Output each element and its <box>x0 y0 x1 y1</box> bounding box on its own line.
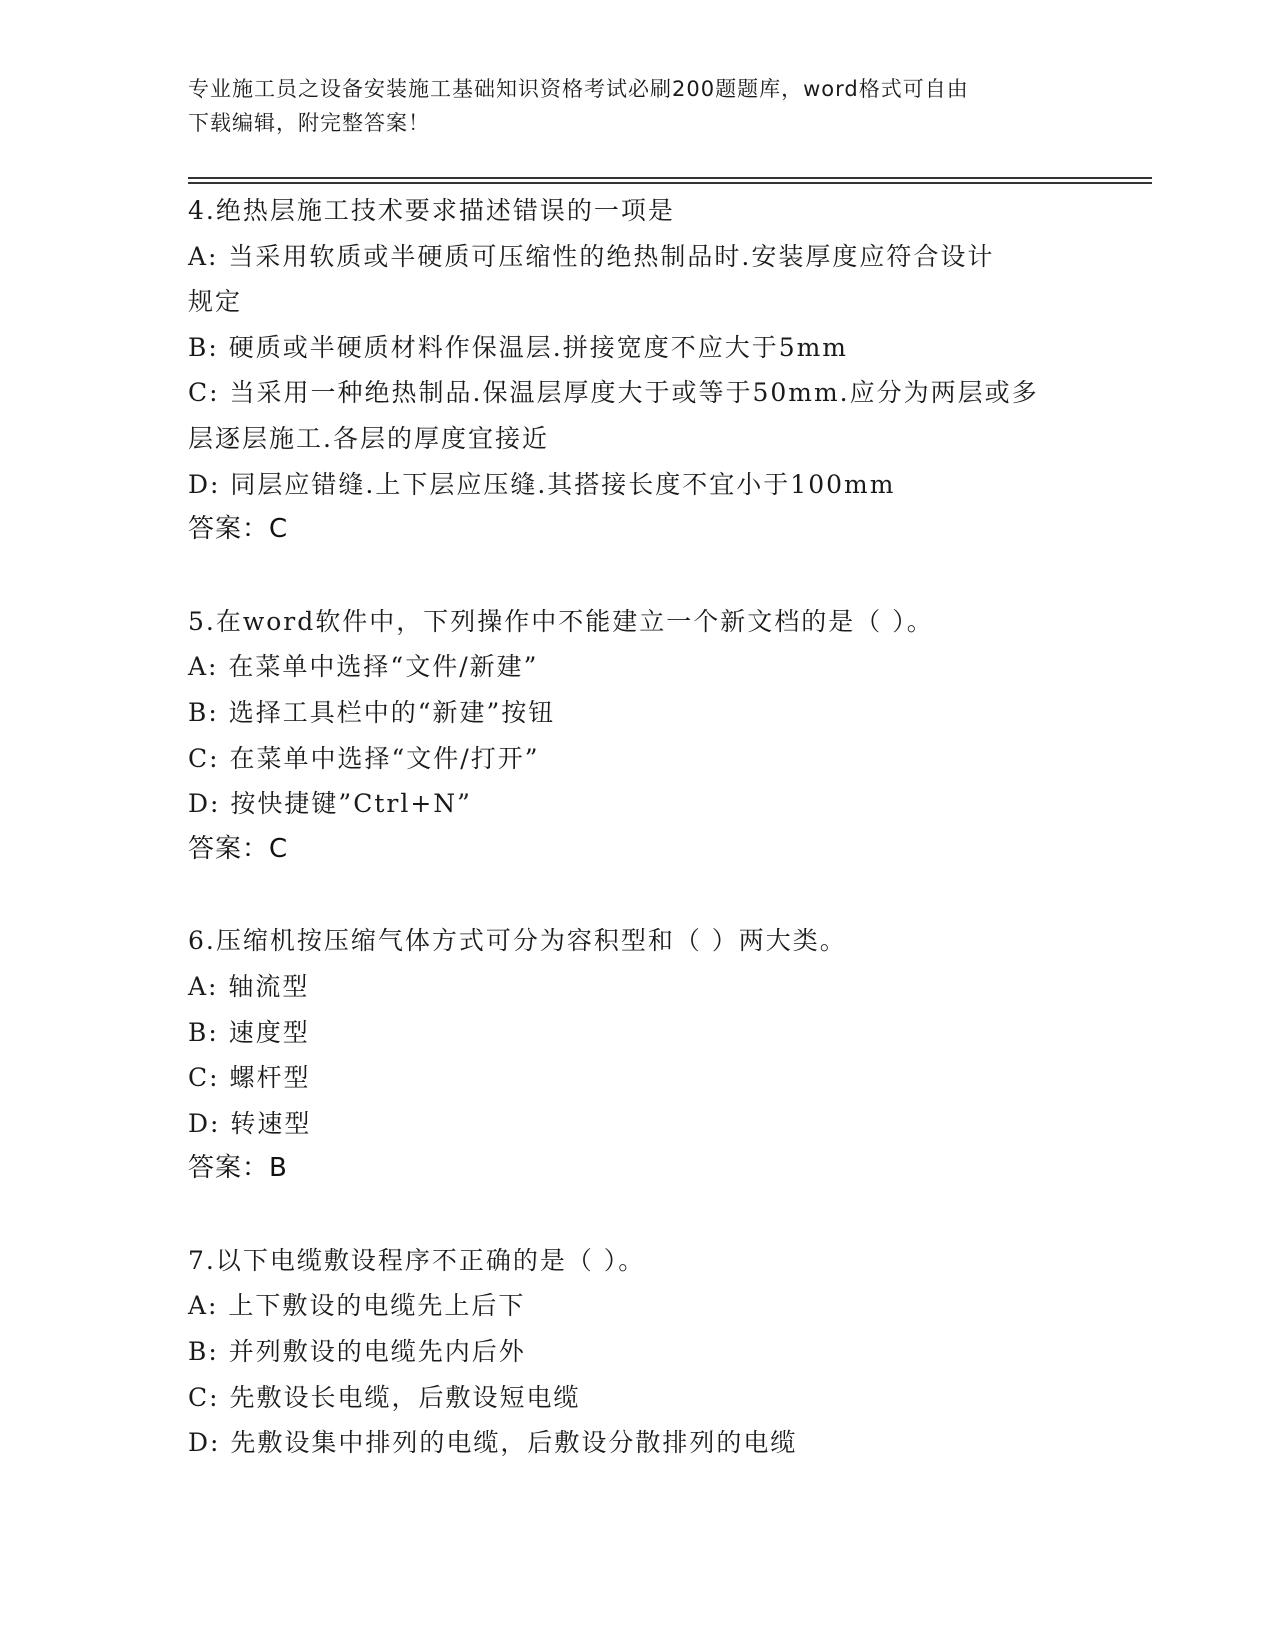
option-a: A: 上下敷设的电缆先上后下 <box>188 1291 526 1321</box>
question-list <box>188 188 1088 1512</box>
question-text: 6.压缩机按压缩气体方式可分为容积型和（ ）两大类。 <box>188 926 847 956</box>
option-c: C: 先敷设长电缆，后敷设短电缆 <box>188 1382 581 1412</box>
option-c-continued: 层逐层施工.各层的厚度宜接近 <box>188 423 549 453</box>
answer-label: 答案：C <box>188 833 289 864</box>
question-6 <box>188 918 1088 1192</box>
option-d: D: 按快捷键”Ctrl+N” <box>188 789 472 819</box>
question-7 <box>188 1238 1088 1466</box>
option-a: A: 轴流型 <box>188 971 310 1001</box>
header-line-1: 专业施工员之设备安装施工基础知识资格考试必刷200题题库，word格式可自由 <box>188 77 969 101</box>
option-c: C: 当采用一种绝热制品.保温层厚度大于或等于50mm.应分为两层或多 <box>188 378 1039 408</box>
question-text: 4.绝热层施工技术要求描述错误的一项是 <box>188 196 675 225</box>
question-text: 7.以下电缆敷设程序不正确的是（ ）。 <box>188 1245 646 1275</box>
header-line-2: 下载编辑，附完整答案！ <box>188 111 430 135</box>
document-header <box>188 72 1068 140</box>
header-divider-bottom <box>188 182 1152 184</box>
question-text: 5.在word软件中，下列操作中不能建立一个新文档的是（ ）。 <box>188 606 934 636</box>
option-b: B: 并列敷设的电缆先内后外 <box>188 1337 526 1367</box>
question-4 <box>188 188 1088 553</box>
answer-label: 答案：C <box>188 514 289 545</box>
option-b: B: 速度型 <box>188 1017 310 1047</box>
option-c: C: 螺杆型 <box>188 1063 311 1093</box>
option-b: B: 硬质或半硬质材料作保温层.拼接宽度不应大于5mm <box>188 332 849 362</box>
option-d: D: 先敷设集中排列的电缆，后敷设分散排列的电缆 <box>188 1428 798 1458</box>
question-5 <box>188 599 1088 873</box>
header-divider-top <box>188 177 1152 179</box>
option-c: C: 在菜单中选择“文件/打开” <box>188 743 540 773</box>
answer-label: 答案：B <box>188 1153 288 1184</box>
option-a: A: 当采用软质或半硬质可压缩性的绝热制品时.安装厚度应符合设计 <box>188 241 995 271</box>
option-b: B: 选择工具栏中的“新建”按钮 <box>188 697 556 727</box>
option-a-continued: 规定 <box>188 287 243 317</box>
option-a: A: 在菜单中选择“文件/新建” <box>188 652 539 682</box>
option-d: D: 转速型 <box>188 1108 312 1138</box>
option-d: D: 同层应错缝.上下层应压缝.其搭接长度不宜小于100mm <box>188 469 896 499</box>
